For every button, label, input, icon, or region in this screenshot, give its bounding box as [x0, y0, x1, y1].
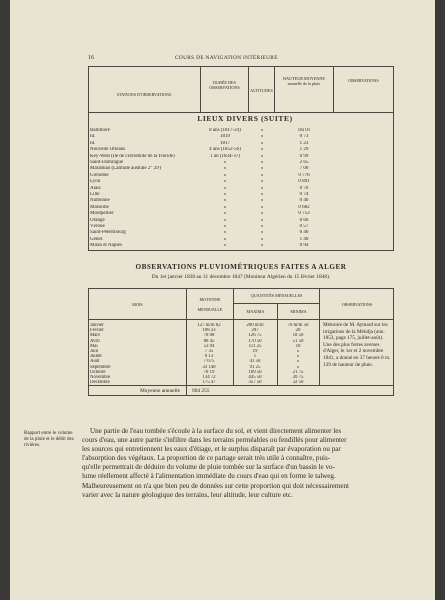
minima-cell: 51 50: [292, 338, 304, 344]
table2-header-quantites: QUANTITÉS MENSUELLES: [250, 293, 303, 298]
duree-cell: »: [223, 198, 227, 204]
hauteur-cell: 1 40: [299, 236, 309, 242]
table1-header-observations: OBSERVATIONS: [348, 78, 379, 83]
duree-cell: 1817: [220, 140, 230, 146]
table2-header-mois: MOIS: [132, 302, 143, 307]
table2-bottom-rule: [88, 395, 394, 396]
station-cell: Lyon: [90, 179, 101, 185]
hauteur-cell: 0 891: [298, 179, 310, 185]
table1-header-rule: [88, 112, 394, 113]
table2-subtitle: Du 1er janvier 1838 au 31 décembre 1847 (Moniteur Algérien du 15 février 1848).: [151, 274, 331, 280]
mois-cell: Mai: [90, 343, 98, 349]
station-cell: Alais: [90, 185, 101, 191]
altitude-cell: »: [260, 198, 264, 204]
altitude-cell: »: [260, 128, 264, 133]
moyenne-cell: 127 m/m 82: [197, 323, 221, 328]
station-cell: Orange: [90, 217, 105, 223]
altitude-cell: »: [260, 160, 264, 165]
hauteur-cell: 0 682: [298, 204, 310, 210]
mois-cell: Octobre: [90, 369, 106, 375]
duree-cell: »: [223, 204, 227, 210]
paragraph-line: Malheureusement on n'a que bien peu de données sur cette proportion qui doit nécessairement: [82, 481, 350, 490]
paragraph-line: lume réellement affecté à l'alimentation immédiate du cours d'eau qui en forme le talweg.: [82, 472, 336, 481]
table2-right-border: [393, 288, 394, 396]
minima-cell: 32 50: [292, 380, 304, 386]
altitude-cell: »: [260, 172, 264, 178]
minima-cell: 10: [295, 343, 301, 349]
duree-cell: 1 an (1834-37): [210, 153, 240, 159]
minima-cell: 70 m/m 50: [287, 323, 309, 328]
mois-cell: Février: [90, 328, 104, 334]
table2-top-rule: [88, 288, 394, 289]
duree-cell: »: [223, 166, 227, 172]
maxima-cell: 189 50: [248, 369, 262, 375]
duree-cell: 1819: [220, 134, 230, 140]
minima-cell: 20 75: [292, 375, 304, 380]
station-cell: Saint-Pétersbourg: [90, 230, 126, 236]
hauteur-cell: 0 94: [299, 243, 309, 249]
station-cell: Grenoble: [90, 172, 109, 178]
altitude-cell: »: [260, 224, 264, 229]
maxima-cell: 19: [252, 349, 258, 354]
running-head: COURS DE NAVIGATION INTÉRIEURE: [175, 55, 278, 61]
mois-cell: Novembre: [90, 375, 111, 380]
minima-cell: 20: [295, 328, 301, 334]
altitude-cell: »: [260, 166, 264, 172]
mois-cell: Août: [90, 359, 100, 365]
moyenne-cell: 7 35: [204, 349, 214, 354]
duree-cell: »: [223, 160, 227, 165]
table1-header-hauteur: HAUTEUR MOYENNE annuelle de la pluie: [283, 76, 325, 86]
table1-right-border: [393, 66, 394, 251]
hauteur-cell: 0 57: [299, 224, 309, 229]
hauteur-cell: 2 65: [299, 160, 309, 165]
table2-header-mensuelle: MENSUELLE: [197, 307, 223, 312]
station-cell: Lille: [90, 192, 100, 197]
moyenne-cell: 78 08: [203, 333, 215, 339]
minima-cell: »: [296, 349, 300, 354]
station-cell: Key-West (Ile de l'extrémité de la Floride): [90, 153, 175, 159]
station-cell: Narbonne: [90, 198, 110, 204]
maxima-cell: 200 m/m: [246, 323, 264, 328]
moyenne-cell: 53 94: [203, 343, 215, 349]
altitude-cell: »: [260, 243, 264, 249]
minima-cell: »: [296, 359, 300, 365]
duree-cell: »: [223, 243, 227, 249]
table2-header-minima: MINIMA: [290, 309, 307, 314]
duree-cell: »: [223, 236, 227, 242]
table2-observations-note: Mémoire de M. Aymard sur les irrigations de la Métidja (ann. 1853, page 175, juillet-août). Une des plus fortes averses d'Alger, le 1er et 2 novembre 1841, a donné en 37 heures 0 m. 139 de hauteur de pluie.: [323, 322, 391, 368]
maxima-cell: 170 50: [248, 338, 262, 344]
duree-cell: 8 ans (1817-24): [209, 128, 241, 133]
table2-subheader-rule: [233, 303, 319, 304]
table1-col-divider-4: [333, 66, 334, 113]
moyenne-cell: 88 45: [203, 338, 215, 344]
station-cell: Marseille: [90, 204, 109, 210]
hauteur-cell: 0 66: [299, 217, 309, 223]
table1-header-duree: DURÉE DES OBSERVATIONS: [209, 80, 240, 90]
altitude-cell: »: [260, 147, 264, 153]
altitude-cell: »: [260, 211, 264, 217]
maxima-cell: 1: [253, 354, 257, 360]
moyenne-cell: 78 19: [203, 369, 215, 375]
mois-cell: Septembre: [90, 364, 111, 370]
table1-left-border: [88, 66, 89, 251]
altitude-cell: »: [260, 140, 264, 146]
altitude-cell: »: [260, 192, 264, 197]
minima-cell: 21 75: [292, 369, 304, 375]
hauteur-cell: 1 29: [299, 147, 309, 153]
station-cell: Montpellier: [90, 211, 114, 217]
duree-cell: »: [223, 172, 227, 178]
station-cell: Id.: [90, 134, 96, 140]
table2-col-divider-4: [319, 288, 320, 386]
moyenne-cell: 108 33: [202, 328, 216, 334]
moyenne-cell: 175 47: [202, 380, 216, 386]
duree-cell: »: [223, 211, 227, 217]
station-cell: Baltimore: [90, 128, 110, 133]
hauteur-cell: 0 74: [299, 192, 309, 197]
table1-row: [90, 243, 392, 249]
hauteur-cell: 0 40: [299, 230, 309, 236]
altitude-cell: »: [260, 204, 264, 210]
altitude-cell: »: [260, 134, 264, 140]
duree-cell: »: [223, 224, 227, 229]
table1-bottom-rule: [88, 250, 394, 251]
mois-cell: Juillet: [90, 354, 102, 360]
duree-cell: »: [223, 179, 227, 185]
altitude-cell: »: [260, 153, 264, 159]
paragraph-line: varier avec la nature géologique des terrains, leur altitude, leur culture etc.: [82, 490, 293, 499]
hauteur-cell: 0 46: [299, 198, 309, 204]
maxima-cell: 43 50: [249, 359, 261, 365]
maxima-cell: 126 75: [248, 333, 262, 339]
minima-cell: 18 50: [292, 333, 304, 339]
hauteur-cell: 0 99: [299, 153, 309, 159]
station-cell: Nouvelle Orléans: [90, 147, 126, 153]
station-cell: Maranhao (Latitude australe 2° 29'): [90, 166, 162, 172]
altitude-cell: »: [260, 236, 264, 242]
maxima-cell: 91 25: [249, 364, 261, 370]
minima-cell: »: [296, 354, 300, 360]
hauteur-cell: 1m 01: [297, 128, 311, 133]
table2-header-rule: [88, 319, 394, 320]
hauteur-cell: 0 753: [298, 211, 310, 217]
station-cell: Milan et Naples: [90, 243, 122, 249]
maxima-cell: 111 25: [248, 343, 262, 349]
moyenne-cell: 33 140: [202, 364, 216, 370]
table2-row: [90, 380, 318, 385]
duree-cell: »: [223, 217, 227, 223]
station-cell: Gênes: [90, 236, 103, 242]
station-cell: Vérone: [90, 224, 105, 229]
table1-col-divider-3: [274, 66, 275, 113]
table1-top-rule: [88, 66, 394, 67]
duree-cell: 4 ans (1852-56): [209, 147, 241, 153]
moyenne-cell: 7 675: [203, 359, 215, 365]
paragraph-line: les sources qui entretiennent les eaux d'étiage, et le surplus disparaît par évaporation ou par: [82, 445, 341, 454]
paragraph-line: qu'elle permettrait de déduire du volume de pluie tombée sur la surface d'un bassin le vo-: [82, 463, 335, 472]
maxima-cell: 357 50: [248, 380, 262, 386]
table2-left-border: [88, 288, 89, 396]
table2-header-moyenne: MOYENNE: [199, 297, 221, 302]
paragraph-line: cours d'eau, une autre partie s'infiltre dans les terrains perméables ou fendillés pour alimenter: [82, 436, 347, 445]
mois-cell: Mars: [90, 333, 100, 339]
mois-cell: Décembre: [90, 380, 110, 386]
body-paragraph: [82, 427, 400, 500]
hauteur-cell: 0 76: [299, 185, 309, 191]
altitude-cell: »: [260, 179, 264, 185]
altitude-cell: »: [260, 185, 264, 191]
paragraph-line: l'absorption des végétaux. La proportion de ce partage serait très utile à connaître, puis-: [82, 454, 331, 463]
paragraph-line: Une partie de l'eau tombée s'écoule à la surface du sol, et vient directement alimenter les: [90, 427, 342, 435]
hauteur-cell: 7 00: [299, 166, 309, 172]
table1-header-altitudes: ALTITUDES: [250, 88, 273, 93]
maxima-cell: 445 50: [248, 375, 262, 380]
duree-cell: »: [223, 230, 227, 236]
margin-note: Rapport entre le volume de la pluie et le débit des rivières.: [24, 431, 74, 449]
mois-cell: Janvier: [90, 323, 104, 328]
table2-total-label: Moyenne annuelle: [140, 388, 180, 394]
duree-cell: »: [223, 192, 227, 197]
page-number: 16: [88, 55, 94, 61]
table1-col-divider-1: [200, 66, 201, 113]
minima-cell: »: [296, 364, 300, 370]
mois-cell: Juin: [90, 349, 98, 354]
table2-header-maxima: MAXIMA: [246, 309, 265, 314]
hauteur-cell: 1 23: [299, 140, 309, 146]
table2-title: OBSERVATIONS PLUVIOMÉTRIQUES FAITES A ALGER: [135, 263, 347, 271]
altitude-cell: »: [260, 230, 264, 236]
table2-header-observations: OBSERVATIONS: [341, 302, 373, 307]
moyenne-cell: 0 13: [204, 354, 214, 360]
station-cell: Id.: [90, 140, 96, 146]
moyenne-cell: 134 72: [202, 375, 216, 380]
table1-section-title: LIEUX DIVERS (SUITE): [197, 114, 293, 123]
hauteur-cell: 0 776: [298, 172, 310, 178]
altitude-cell: »: [260, 217, 264, 223]
table1-header-stations: STATIONS D'OBSERVATIONS: [116, 92, 172, 97]
station-cell: Saint-Domingue: [90, 160, 124, 165]
mois-cell: Avril: [90, 338, 100, 344]
table2-total-value: 904 255: [192, 388, 210, 394]
duree-cell: »: [223, 185, 227, 191]
book-page: [10, 0, 435, 600]
maxima-cell: 207: [251, 328, 259, 334]
hauteur-cell: 0 73: [299, 134, 309, 140]
